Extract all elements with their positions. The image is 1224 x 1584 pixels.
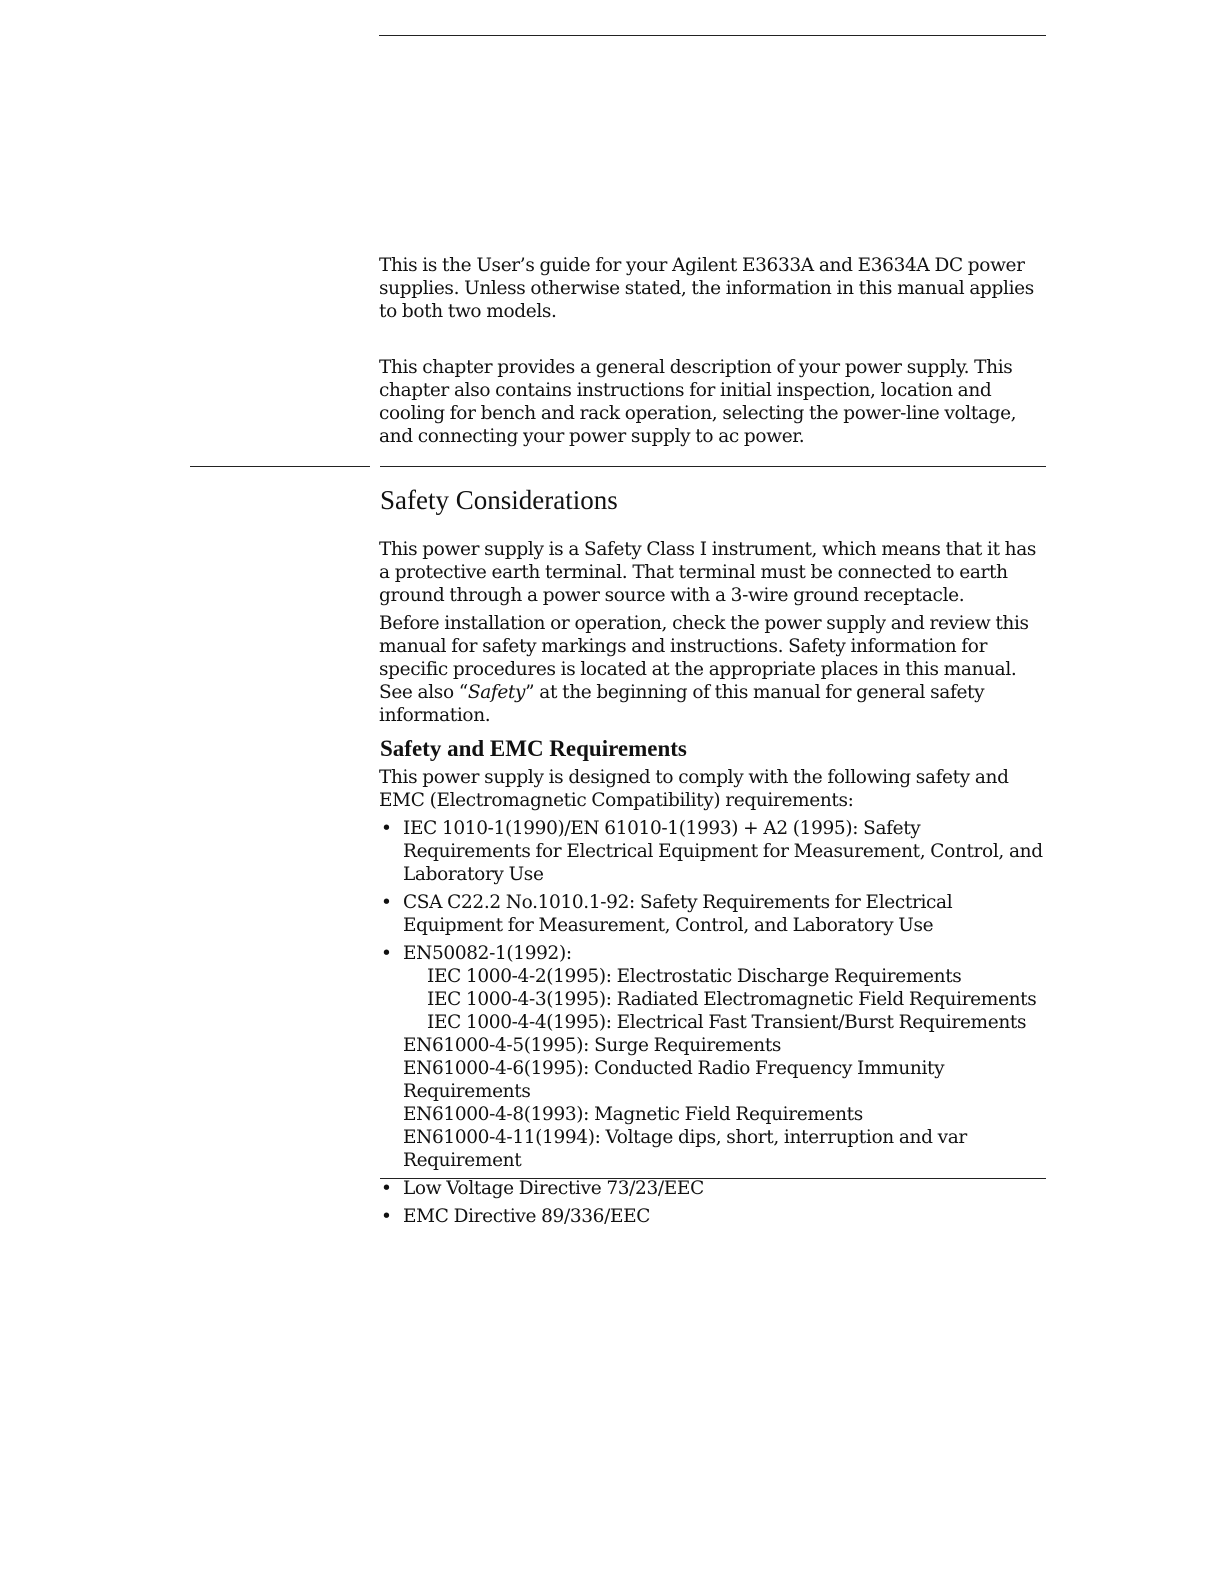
intro-paragraph-2 [379,356,1047,448]
en-line: EN61000-4-11(1994): Voltage dips, short, interruption and var Requirement [403,1127,967,1171]
section-rule-right [380,466,1046,467]
bullet-icon: • [381,1178,392,1199]
safety-paragraph-2-after: ” at the beginning of this manual for general safety information. [379,682,985,726]
section-rule-left [190,466,370,467]
iec-line: IEC 1000-4-3(1995): Radiated Electromagnetic Field Requirements [427,989,1037,1010]
bottom-rule [380,1178,1046,1179]
list-item-en50082 [379,942,1047,1172]
emc-intro-text: This power supply is designed to comply with the following safety and EMC (Electromagnetic Compatibility) requirements: [379,767,1009,811]
bullet-icon: • [381,1206,392,1227]
safety-paragraph-2 [379,612,1047,727]
safety-paragraph-1-text: This power supply is a Safety Class I instrument, which means that it has a protective earth terminal. That terminal must be connected to earth ground through a power source with a 3-wire ground receptacle. [379,539,1037,606]
safety-paragraph-2-before: Before installation or operation, check the power supply and review this manual for safety markings and instructions. Safety information for specific procedures is located at the appropriate places in this manual. See also “ [379,613,1029,703]
requirements-list [379,817,1047,1233]
list-item-emc-directive [379,1205,1047,1228]
list-item-text: EMC Directive 89/336/EEC [403,1206,651,1227]
en50082-label: EN50082-1(1992): [403,943,572,964]
top-rule [379,35,1046,36]
list-item-text: CSA C22.2 No.1010.1-92: Safety Requirements for Electrical Equipment for Measurement, Control, and Laboratory Use [403,892,953,936]
subsection-title-emc: Safety and EMC Requirements [380,736,687,761]
en-line: EN61000-4-6(1995): Conducted Radio Frequency Immunity Requirements [403,1058,945,1102]
bullet-icon: • [381,943,392,964]
intro-paragraph-1 [379,254,1047,323]
safety-reference-italic: Safety [467,682,526,703]
en-line: EN61000-4-5(1995): Surge Requirements [403,1035,782,1056]
en-line: EN61000-4-8(1993): Magnetic Field Requirements [403,1104,863,1125]
list-item-text: IEC 1010-1(1990)/EN 61010-1(1993) + A2 (1995): Safety Requirements for Electrical Equipment for Measurement, Control, and Laboratory Use [403,818,1043,885]
list-item-text: Low Voltage Directive 73/23/EEC [403,1178,704,1199]
safety-paragraph-1 [379,538,1047,607]
intro-paragraph-2-text: This chapter provides a general description of your power supply. This chapter also contains instructions for initial inspection, location and cooling for bench and rack operation, selecting the power-line voltage, and connecting your power supply to ac power. [379,357,1017,447]
list-item-iec1010 [379,817,1047,886]
list-item-low-voltage-directive [379,1177,1047,1200]
section-title-safety: Safety Considerations [380,485,618,515]
bullet-icon: • [381,892,392,913]
list-item-csa [379,891,1047,937]
iec-line: IEC 1000-4-2(1995): Electrostatic Discharge Requirements [427,966,962,987]
emc-intro-paragraph [379,766,1047,812]
bullet-icon: • [381,818,392,839]
intro-paragraph-1-text: This is the User’s guide for your Agilent E3633A and E3634A DC power supplies. Unless otherwise stated, the information in this manual applies to both two models. [379,255,1034,322]
safety-paragraph-2-text [379,612,1047,727]
iec-line: IEC 1000-4-4(1995): Electrical Fast Transient/Burst Requirements [427,1012,1027,1033]
